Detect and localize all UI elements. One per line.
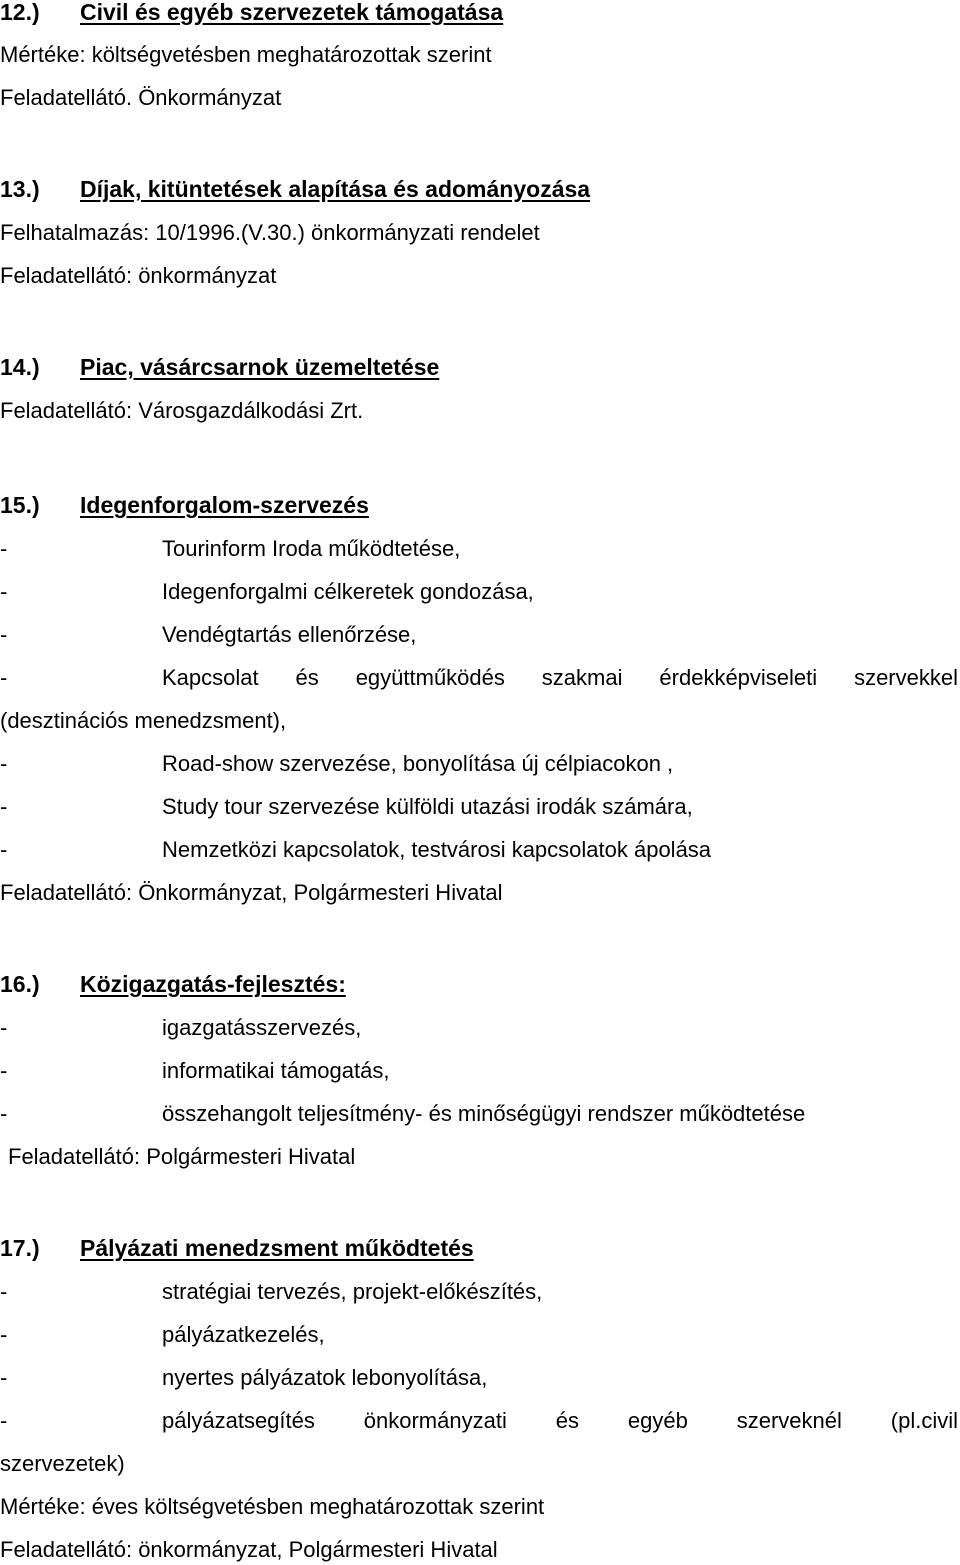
list-item-text: Tourinform Iroda működtetése, (162, 536, 461, 561)
list-item (0, 1364, 960, 1392)
section-13-line-1: Felhatalmazás: 10/1996.(V.30.) önkormányzati rendelet (0, 220, 540, 245)
bullet-dash: - (0, 751, 8, 776)
list-item (0, 578, 960, 606)
bullet-dash: - (0, 1365, 8, 1390)
list-item (0, 1278, 960, 1306)
section-number: 15.) (0, 492, 40, 518)
bullet-dash: - (0, 579, 8, 604)
list-item-text: stratégiai tervezés, projekt-előkészítés, (162, 1279, 543, 1304)
section-16-heading (0, 970, 960, 998)
section-number: 16.) (0, 971, 40, 997)
list-item (0, 664, 960, 692)
list-item-continuation: szervezetek) (0, 1451, 125, 1476)
section-title: Díjak, kitüntetések alapítása és adományozása (80, 176, 591, 202)
list-item (0, 1321, 960, 1349)
bullet-dash: - (0, 622, 8, 647)
bullet-dash: - (0, 1322, 8, 1347)
bullet-dash: - (0, 1279, 8, 1304)
section-12-heading (0, 0, 960, 26)
bullet-dash: - (0, 665, 8, 690)
section-title: Közigazgatás-fejlesztés: (80, 971, 346, 997)
list-item (0, 750, 960, 778)
list-item-text: Kapcsolat és együttműködés szakmai érdekképviseleti szervekkel (162, 665, 958, 690)
section-title: Civil és egyéb szervezetek támogatása (80, 0, 504, 25)
list-item (0, 1407, 960, 1435)
list-item-text: igazgatásszervezés, (162, 1015, 362, 1040)
section-title: Pályázati menedzsment működtetés (80, 1235, 474, 1261)
section-17-line-1: Mértéke: éves költségvetésben meghatározottak szerint (0, 1494, 545, 1519)
section-12-line-1: Mértéke: költségvetésben meghatározottak szerint (0, 42, 492, 67)
list-item-text: nyertes pályázatok lebonyolítása, (162, 1365, 488, 1390)
list-item-text: Idegenforgalmi célkeretek gondozása, (162, 579, 534, 604)
bullet-dash: - (0, 536, 8, 561)
section-12-line-2: Feladatellátó. Önkormányzat (0, 85, 282, 110)
list-item-text: Vendégtartás ellenőrzése, (162, 622, 417, 647)
list-item-text: informatikai támogatás, (162, 1058, 390, 1083)
list-item-text: pályázatkezelés, (162, 1322, 325, 1347)
section-15-heading (0, 491, 960, 519)
section-17-heading (0, 1234, 960, 1262)
section-14-line-1: Feladatellátó: Városgazdálkodási Zrt. (0, 398, 364, 423)
section-17-line-2: Feladatellátó: önkormányzat, Polgármesteri Hivatal (0, 1537, 498, 1562)
section-13-heading (0, 175, 960, 203)
list-item (0, 836, 960, 864)
list-item-text: összehangolt teljesítmény- és minőségügyi rendszer működtetése (162, 1101, 806, 1126)
list-item-text: Road-show szervezése, bonyolítása új célpiacokon , (162, 751, 674, 776)
section-14-heading (0, 353, 960, 381)
list-item (0, 1014, 960, 1042)
section-title: Idegenforgalom-szervezés (80, 492, 369, 518)
section-number: 17.) (0, 1235, 40, 1261)
bullet-dash: - (0, 1408, 8, 1433)
list-item (0, 793, 960, 821)
bullet-dash: - (0, 1015, 8, 1040)
bullet-dash: - (0, 794, 8, 819)
bullet-dash: - (0, 837, 8, 862)
list-item (0, 535, 960, 563)
section-16-line-1: Feladatellátó: Polgármesteri Hivatal (8, 1144, 356, 1169)
section-number: 14.) (0, 354, 40, 380)
section-title: Piac, vásárcsarnok üzemeltetése (80, 354, 440, 380)
bullet-dash: - (0, 1101, 8, 1126)
section-15-line-1: Feladatellátó: Önkormányzat, Polgármesteri Hivatal (0, 880, 503, 905)
list-item (0, 1057, 960, 1085)
list-item-text: Study tour szervezése külföldi utazási irodák számára, (162, 794, 693, 819)
section-13-line-2: Feladatellátó: önkormányzat (0, 263, 277, 288)
section-number: 12.) (0, 0, 40, 25)
list-item-text: pályázatsegítés önkormányzati és egyéb szerveknél (pl.civil (162, 1408, 958, 1433)
list-item-text: Nemzetközi kapcsolatok, testvárosi kapcsolatok ápolása (162, 837, 712, 862)
section-number: 13.) (0, 176, 40, 202)
list-item (0, 1100, 960, 1128)
list-item-continuation: (desztinációs menedzsment), (0, 708, 287, 733)
bullet-dash: - (0, 1058, 8, 1083)
list-item (0, 621, 960, 649)
